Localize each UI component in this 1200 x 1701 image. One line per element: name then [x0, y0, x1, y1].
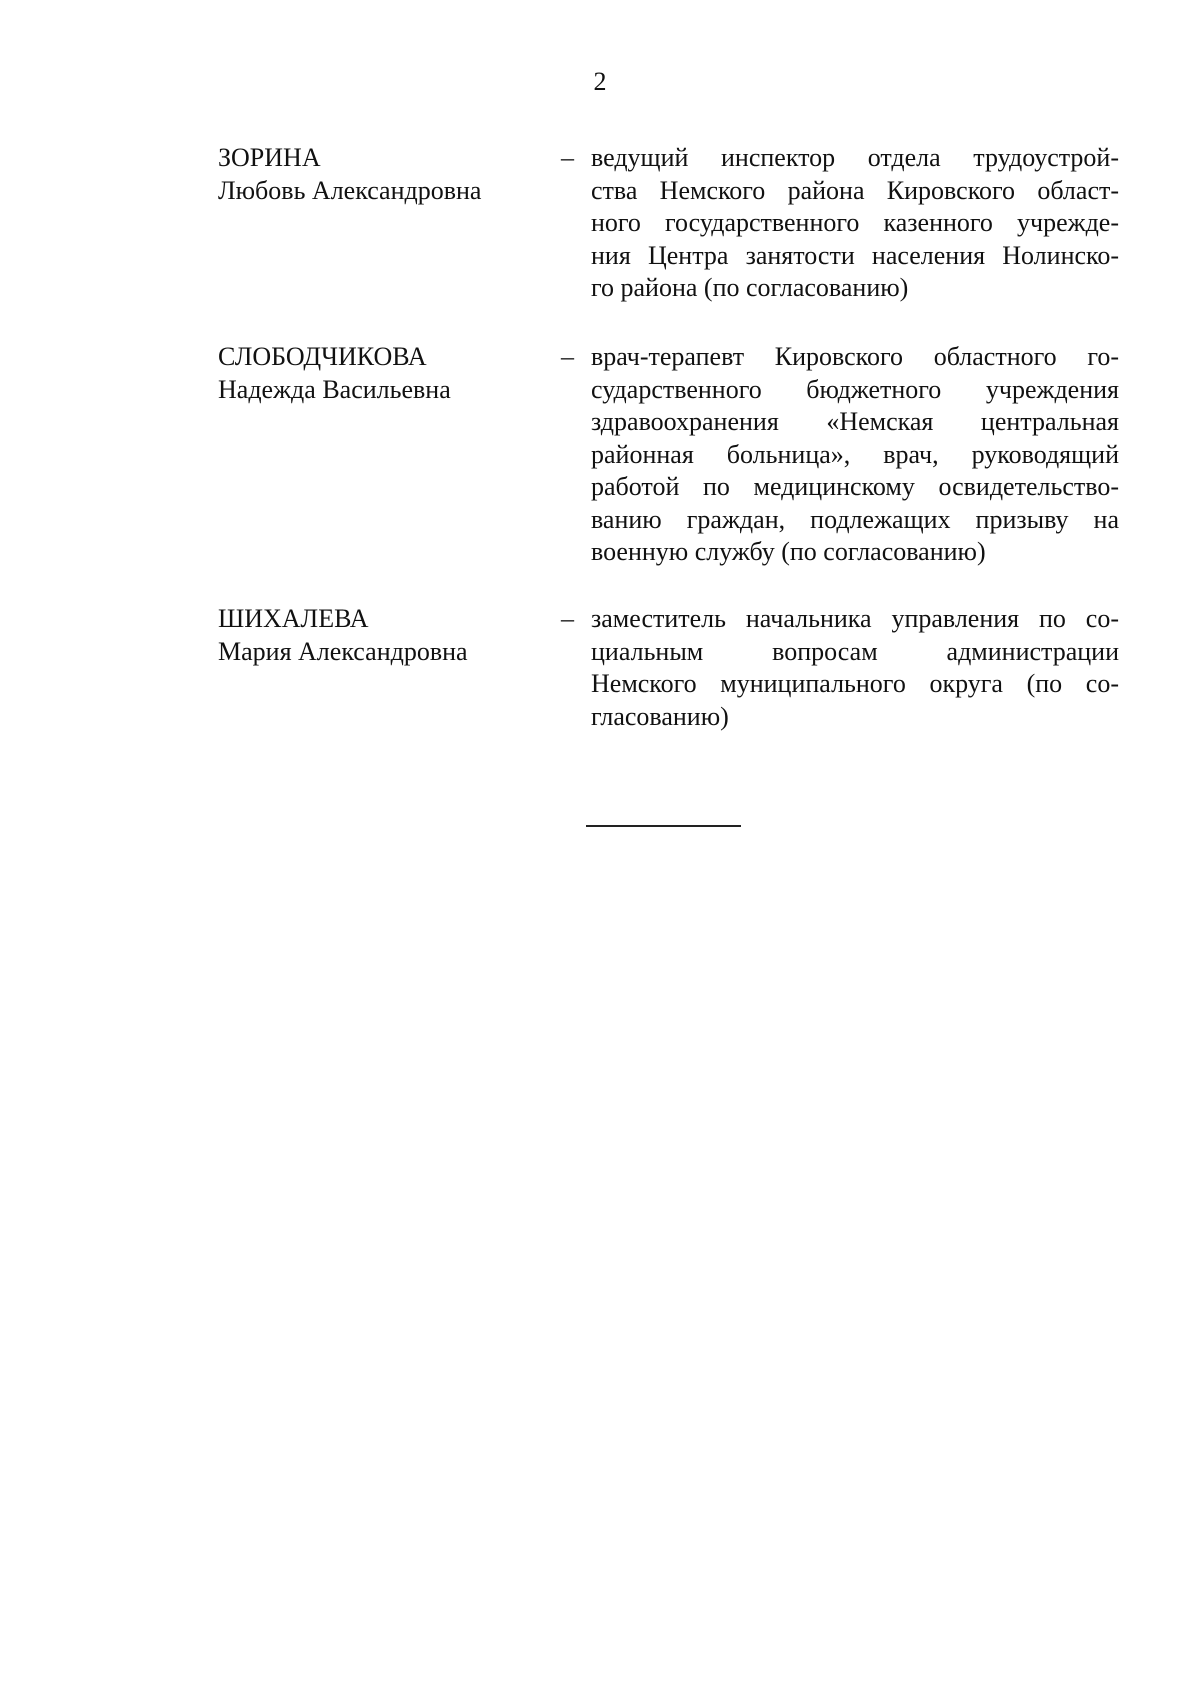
member-surname: СЛОБОДЧИКОВА	[218, 342, 427, 371]
position-line: сударственного бюджетного учреждения	[591, 374, 1119, 404]
position-line: районная больница», врач, руководящий	[591, 439, 1119, 469]
position-line: Немского муниципального округа (по со-	[591, 669, 1119, 698]
position-line: ного государственного казенного учрежде-	[591, 208, 1119, 237]
member-given-names: Надежда Васильевна	[218, 374, 451, 404]
entry-dash: –	[561, 143, 574, 172]
position-line: ства Немского района Кировского област-	[591, 175, 1119, 205]
entry-dash: –	[561, 342, 574, 371]
position-line: ванию граждан, подлежащих призыву на	[591, 504, 1119, 534]
member-position	[591, 142, 1119, 305]
position-line: гласованию)	[591, 701, 729, 731]
position-line: ведущий инспектор отдела трудоустрой-	[591, 143, 1119, 172]
position-line: военную службу (по согласованию)	[591, 537, 986, 566]
page-number: 2	[593, 67, 607, 96]
entry-dash: –	[561, 604, 574, 633]
member-name	[218, 142, 538, 207]
position-line: врач-терапевт Кировского областного го-	[591, 342, 1119, 371]
position-line: го района (по согласованию)	[591, 273, 909, 302]
closing-rule	[586, 825, 741, 827]
position-line: работой по медицинскому освидетельство-	[591, 472, 1119, 501]
position-line: заместитель начальника управления по со-	[591, 604, 1119, 633]
member-surname: ШИХАЛЕВА	[218, 604, 369, 633]
member-given-names: Любовь Александровна	[218, 175, 482, 205]
position-line: циальным вопросам администрации	[591, 636, 1119, 666]
member-surname: ЗОРИНА	[218, 143, 321, 172]
member-position	[591, 603, 1119, 733]
position-line: здравоохранения «Немская центральная	[591, 407, 1119, 436]
member-position	[591, 341, 1119, 569]
member-given-names: Мария Александровна	[218, 636, 468, 666]
position-line: ния Центра занятости населения Нолинско-	[591, 240, 1119, 270]
member-name	[218, 603, 538, 668]
member-name	[218, 341, 538, 406]
